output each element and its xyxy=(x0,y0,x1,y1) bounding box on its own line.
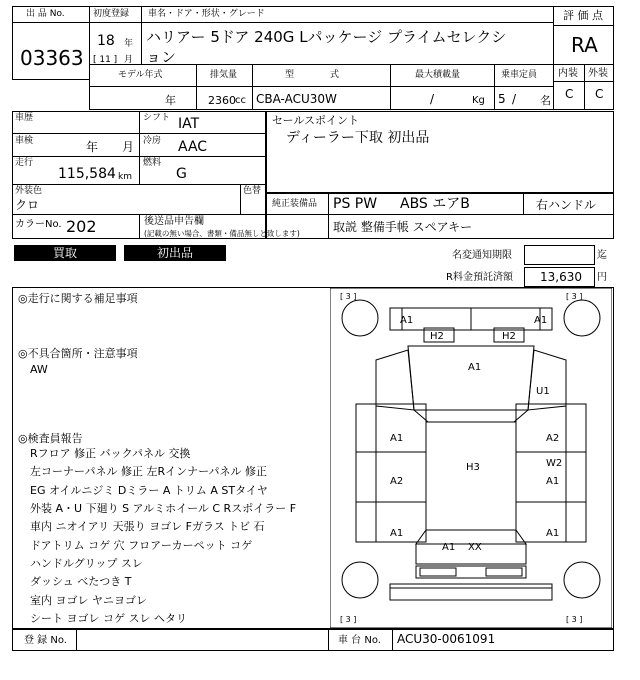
inspection-year-unit: 年 xyxy=(86,140,99,154)
lot-number: 03363 xyxy=(20,46,84,70)
displacement-unit: cc xyxy=(235,95,246,106)
exterior-grade: C xyxy=(595,87,604,101)
chassis-no: ACU30-0061091 xyxy=(397,632,496,646)
inspector-title: ◎検査員報告 xyxy=(18,432,83,445)
inspector-line: シート ヨゴレ コゲ スレ ヘタリ xyxy=(30,612,187,625)
eval-score: RA xyxy=(571,33,598,57)
mark-door-rl: A2 xyxy=(390,476,404,487)
exterior-color-label: 外装色 xyxy=(15,186,43,196)
color-no-value: 202 xyxy=(66,217,97,236)
delivery-note: (記載の無い場合、書類・備品無しと致します) xyxy=(144,229,300,238)
corner-bl-label: [ 3 ] xyxy=(340,615,357,624)
mark-h2-right: H2 xyxy=(502,331,516,342)
inspector-line: ダッシュ べたつき T xyxy=(30,575,132,588)
name-change-unit: 迄 xyxy=(597,250,607,261)
mark-hood: A1 xyxy=(468,362,482,373)
corner-br-label: [ 3 ] xyxy=(566,615,583,624)
mark-fender-right: U1 xyxy=(536,386,550,397)
fuel-value: G xyxy=(176,166,187,182)
mark-door-fl: A1 xyxy=(390,433,404,444)
steering: 右ハンドル xyxy=(536,198,597,212)
issues-text: AW xyxy=(30,363,48,376)
buy-badge: 買取 xyxy=(14,245,116,261)
name-change-field xyxy=(524,245,595,265)
shift-label: シフト xyxy=(143,113,171,123)
manuals: 取説 整備手帳 スペアキー xyxy=(333,220,473,234)
issues-title: ◎不具合箇所・注意事項 xyxy=(18,347,138,360)
history-label: 車歴 xyxy=(15,113,34,123)
year-unit: 年 xyxy=(124,39,134,49)
first-reg-label: 初度登録 xyxy=(93,9,130,19)
interior-grade: C xyxy=(565,87,574,101)
equipment-2: ABS エアB xyxy=(400,196,470,212)
tyre-rl-icon xyxy=(342,562,378,598)
mark-rear-2: XX xyxy=(468,542,482,553)
inspector-line: 室内 ヨゴレ ヤニヨゴレ xyxy=(30,594,147,607)
recycle-label: R料金預託済額 xyxy=(446,272,513,283)
inspector-line: ハンドルグリップ スレ xyxy=(30,557,143,570)
mark-roof: H3 xyxy=(466,462,480,473)
displacement-value: 2360 xyxy=(208,94,236,107)
exterior-label: 外装 xyxy=(588,68,608,79)
recycle-amount: 13,630 xyxy=(540,270,582,284)
car-name-line1: ハリアー 5ドア 240G Lパッケージ プライムセレクシ xyxy=(146,28,507,46)
capacity-sep: / xyxy=(512,92,517,106)
model-label: 型 式 xyxy=(285,70,340,80)
capacity-unit: 名 xyxy=(540,94,551,107)
max-load-unit: Kg xyxy=(472,95,485,106)
interior-label: 内装 xyxy=(558,68,578,79)
model-value: CBA-ACU30W xyxy=(256,92,337,106)
inspector-line: Rフロア 修正 バックパネル 交換 xyxy=(30,447,191,460)
mark-front-bumper-right: A1 xyxy=(534,315,548,326)
mark-door-fr: A2 xyxy=(546,433,560,444)
inspection-month-unit: 月 xyxy=(122,140,135,154)
lot-no-label: 出 品 No. xyxy=(26,9,65,19)
car-name-line2: ョン xyxy=(146,48,177,66)
chassis-label: 車 台 No. xyxy=(338,635,381,646)
capacity-label: 乗車定員 xyxy=(501,70,538,80)
inspector-line: ドアトリム コゲ 穴 フロアーカーペット コゲ xyxy=(30,539,253,552)
sales-point-text: ディーラー下取 初出品 xyxy=(286,130,430,146)
first-reg-month: [ 11 ] xyxy=(93,55,118,65)
inspector-line: 外装 A・U 下廻り S アルミホイール C Rスポイラー F xyxy=(30,502,297,515)
mark-door-rr-2: A1 xyxy=(546,476,560,487)
equipment-1: PS PW xyxy=(333,196,378,212)
shift-value: IAT xyxy=(178,116,200,132)
color-change-label: 色替 xyxy=(243,186,262,196)
car-desc-label: 車名・ドア・形状・グレード xyxy=(148,9,265,19)
month-unit: 月 xyxy=(124,55,134,65)
model-year-unit: 年 xyxy=(165,94,176,107)
eval-label: 評 価 点 xyxy=(563,9,603,22)
delivery-label: 後送品申告欄 xyxy=(144,216,204,227)
corner-tl-label: [ 3 ] xyxy=(340,292,357,301)
name-change-label: 名変通知期限 xyxy=(452,250,512,261)
recycle-unit: 円 xyxy=(597,272,607,283)
inspector-line: 左コーナーパネル 修正 左Rインナーパネル 修正 xyxy=(30,465,268,478)
inspection-label: 車検 xyxy=(15,136,34,146)
ac-value: AAC xyxy=(178,139,208,155)
footer-box xyxy=(12,629,614,651)
inspector-line: EG オイルニジミ Dミラー A トリム A STタイヤ xyxy=(30,484,268,497)
standard-equipment-label: 純正装備品 xyxy=(272,199,318,209)
max-load-value: / xyxy=(430,92,435,106)
first-reg-year: 18 xyxy=(97,33,115,49)
mark-quarter-r: A1 xyxy=(546,528,560,539)
displacement-label: 排気量 xyxy=(210,70,238,80)
model-year-label: モデル年式 xyxy=(118,70,163,80)
color-no-label: カラーNo. xyxy=(15,219,62,230)
supplement-title: ◎走行に関する補足事項 xyxy=(18,292,138,305)
tyre-rr-icon xyxy=(564,562,600,598)
listing-badge: 初出品 xyxy=(124,245,226,261)
reg-no-label: 登 録 No. xyxy=(24,635,67,646)
mileage-value: 115,584 xyxy=(58,166,116,182)
mark-quarter-l: A1 xyxy=(390,528,404,539)
capacity-value: 5 xyxy=(498,92,506,106)
car-damage-diagram xyxy=(330,288,612,628)
mark-h2-left: H2 xyxy=(430,331,444,342)
exterior-color-value: クロ xyxy=(15,198,40,212)
tyre-fr-icon xyxy=(564,300,600,336)
max-load-label: 最大積載量 xyxy=(415,70,461,80)
ac-label: 冷房 xyxy=(143,136,162,146)
mileage-label: 走行 xyxy=(15,158,34,168)
tyre-fl-icon xyxy=(342,300,378,336)
sales-point-label: セールスポイント xyxy=(272,114,360,127)
corner-tr-label: [ 3 ] xyxy=(566,292,583,301)
fuel-label: 燃料 xyxy=(143,158,162,168)
inspector-line: 車内 ニオイアリ 天張り ヨゴレ Fガラス トビ 石 xyxy=(30,520,265,533)
mark-rear-1: A1 xyxy=(442,542,456,553)
mark-front-bumper-left: A1 xyxy=(400,315,414,326)
mileage-unit: km xyxy=(118,172,132,182)
mark-door-rr-1: W2 xyxy=(546,458,563,469)
